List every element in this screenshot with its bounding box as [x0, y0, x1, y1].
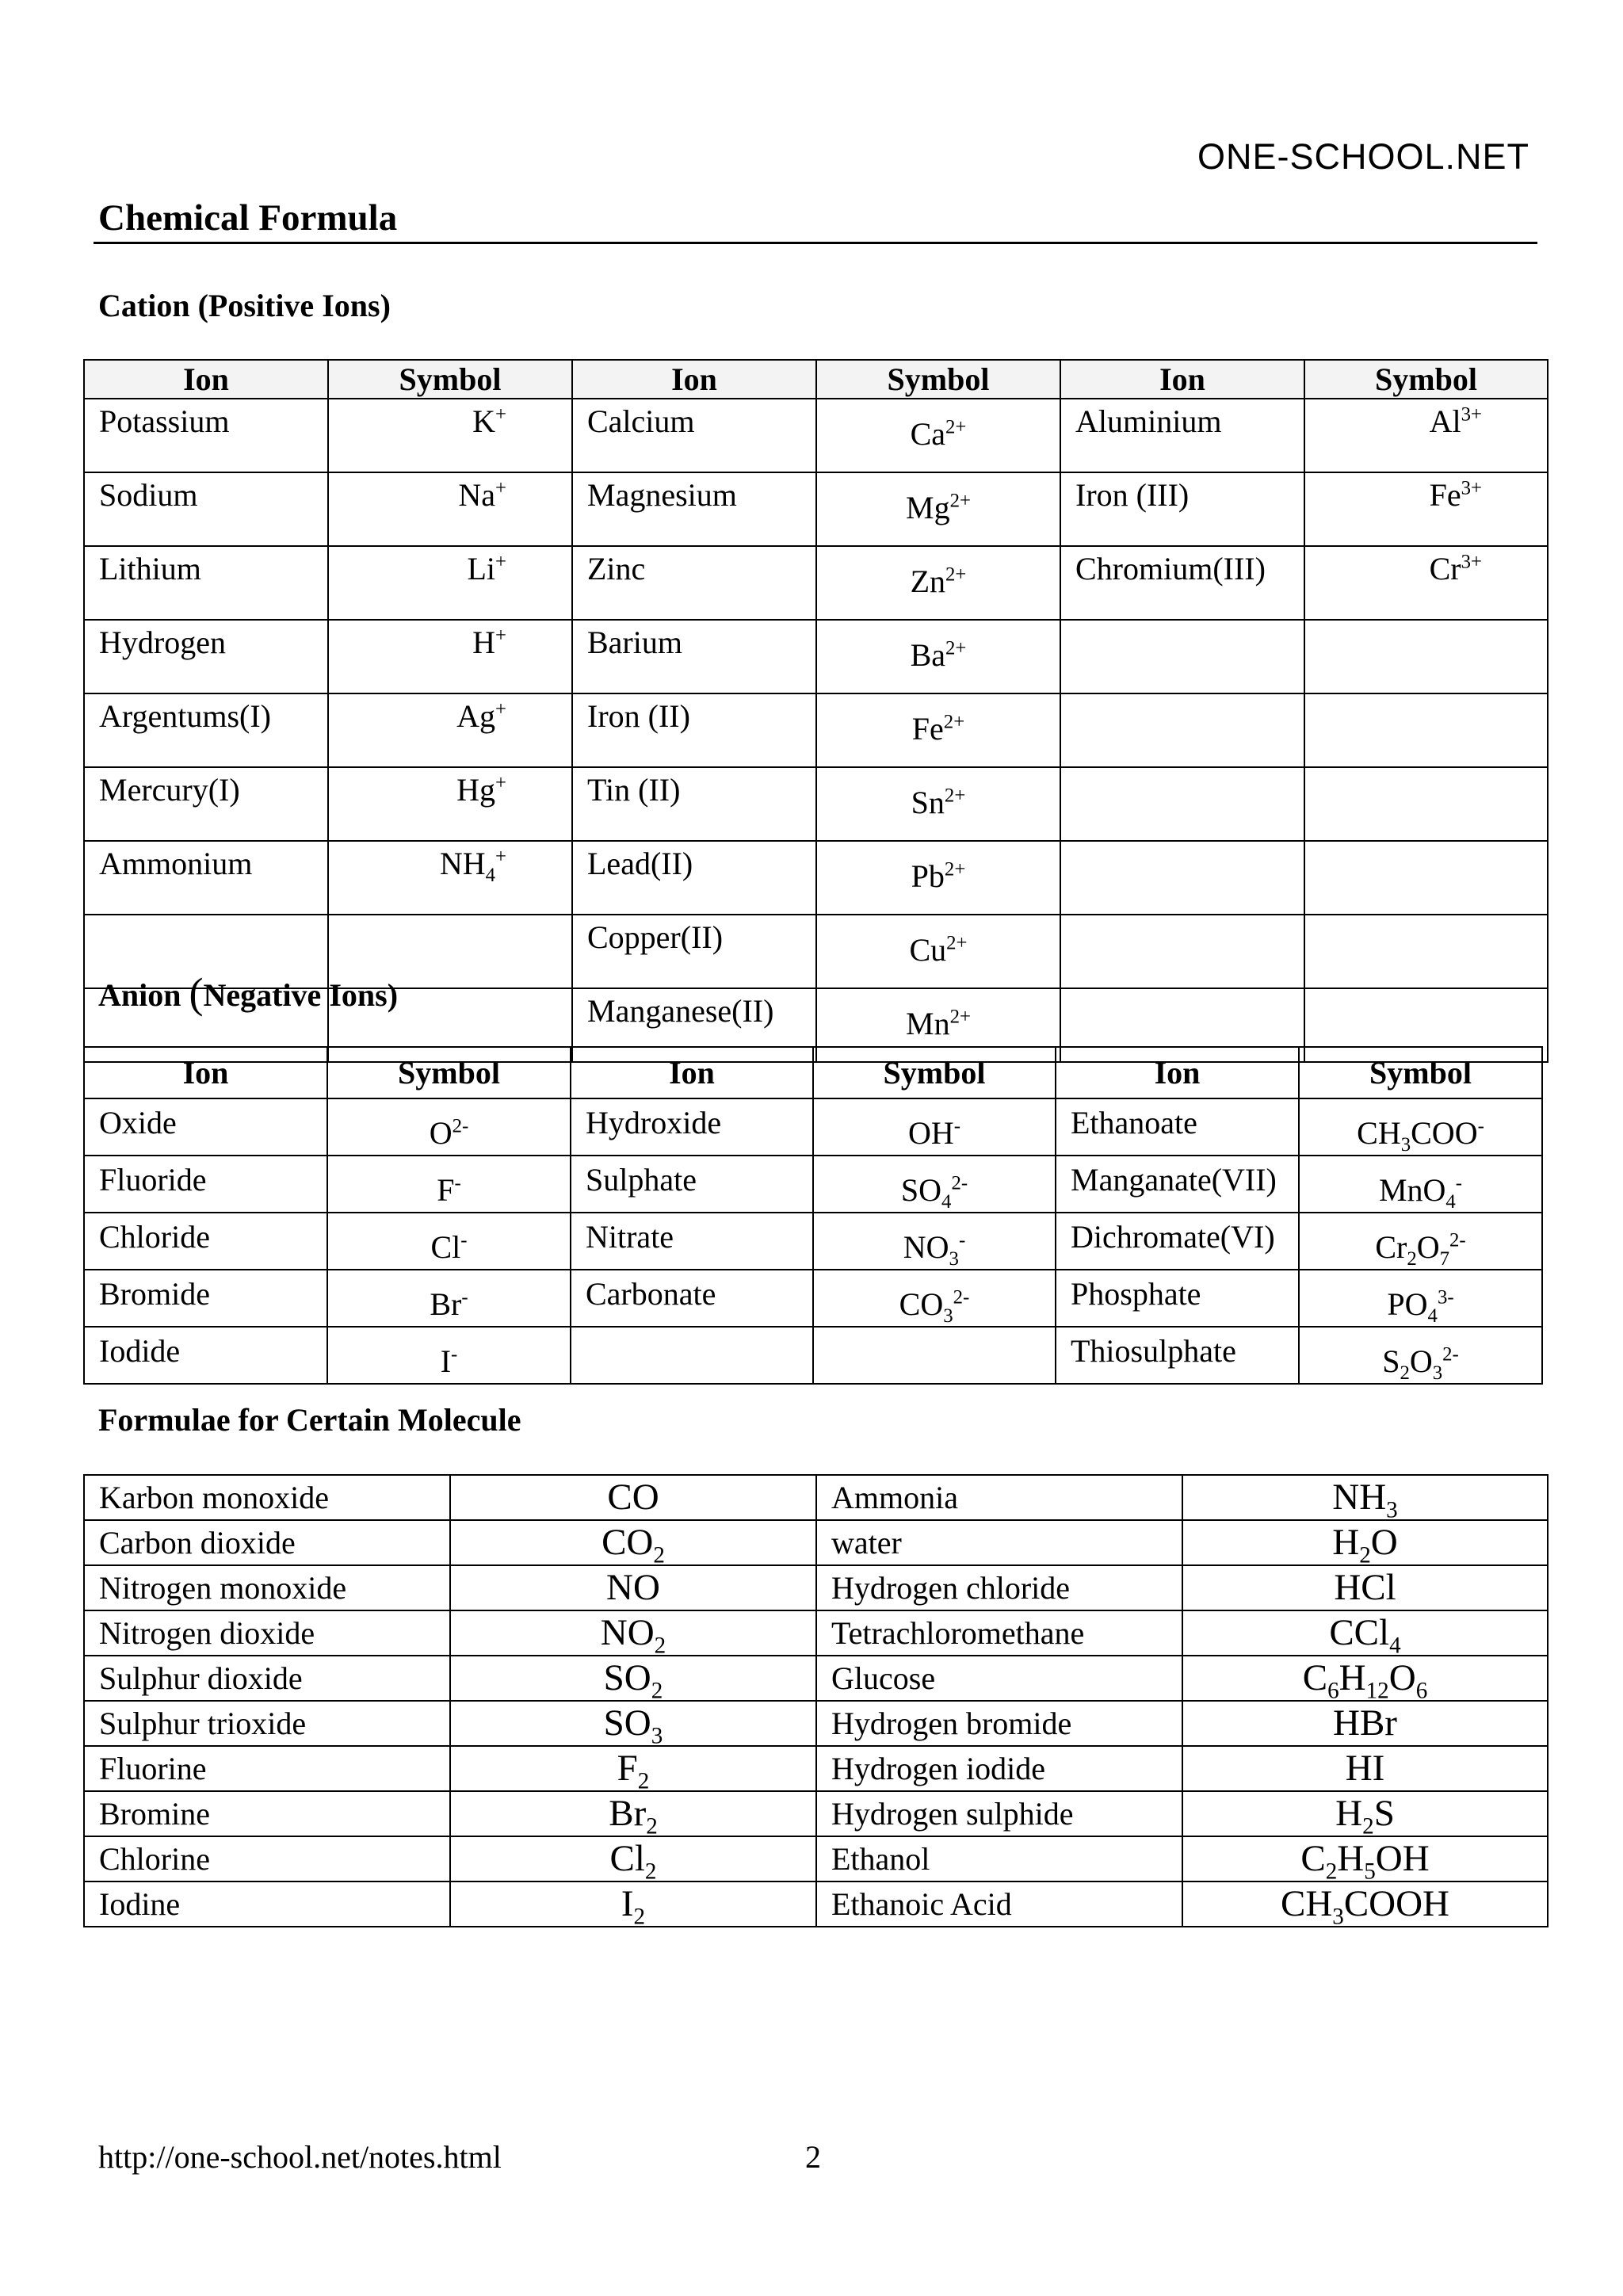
column-header: Ion	[84, 1047, 327, 1098]
table-row	[84, 1475, 1548, 1520]
ion-name: Chloride	[84, 1213, 327, 1270]
table-row	[84, 1213, 1542, 1270]
ion-name: Lead(II)	[572, 841, 816, 915]
ion-name: Oxide	[84, 1098, 327, 1156]
molecule-name: Hydrogen bromide	[816, 1701, 1182, 1746]
molecule-formula: CCl$_4$	[1182, 1610, 1548, 1656]
molecule-formula: $CO_2$	[450, 1520, 816, 1565]
molecule-formula: $H_2S$	[1182, 1791, 1548, 1836]
ion-symbol	[1304, 915, 1548, 988]
ion-symbol: $Mg^{2+}$	[816, 472, 1060, 546]
ion-name: Hydroxide	[571, 1098, 813, 1156]
ion-symbol: H+	[328, 620, 572, 693]
ion-symbol: I-	[327, 1327, 571, 1384]
ion-symbol	[1304, 767, 1548, 841]
table-row	[84, 1270, 1542, 1327]
molecule-name: Bromine	[84, 1791, 450, 1836]
ion-symbol: Li+	[328, 546, 572, 620]
column-header: Ion	[1056, 1047, 1299, 1098]
table-row	[84, 693, 1548, 767]
ion-symbol: $PO_4^{3-}$	[1299, 1270, 1542, 1327]
ion-symbol: $NH_4^+$	[328, 841, 572, 915]
molecule-formula: $SO_2$	[450, 1656, 816, 1701]
table-row	[84, 1520, 1548, 1565]
ion-name: Fluoride	[84, 1156, 327, 1213]
ion-symbol: $CO_3^{2-}$	[813, 1270, 1056, 1327]
ion-symbol: $SO_4^{2-}$	[813, 1156, 1056, 1213]
ion-symbol: $Ba^{2+}$	[816, 620, 1060, 693]
molecule-name: water	[816, 1520, 1182, 1565]
table-row	[84, 1701, 1548, 1746]
ion-name: Aluminium	[1060, 399, 1304, 472]
column-header: Symbol	[328, 360, 572, 399]
ion-symbol: Br-	[327, 1270, 571, 1327]
table-row	[84, 767, 1548, 841]
ion-symbol: $Cu^{2+}$	[816, 915, 1060, 988]
molecule-name: Hydrogen sulphide	[816, 1791, 1182, 1836]
molecule-name: Chlorine	[84, 1836, 450, 1881]
table-row	[84, 1791, 1548, 1836]
molecule-formula: $F_2$	[450, 1746, 816, 1791]
ion-name: Manganate(VII)	[1056, 1156, 1299, 1213]
ion-name: Iron (II)	[572, 693, 816, 767]
molecule-name: Glucose	[816, 1656, 1182, 1701]
anion-heading-rest: Negative Ions)	[203, 977, 399, 1013]
ion-symbol: Ag+	[328, 693, 572, 767]
ion-name: Argentums(I)	[84, 693, 328, 767]
anion-heading-prefix: Anion	[98, 977, 189, 1013]
ion-name: Chromium(III)	[1060, 546, 1304, 620]
ion-name: Mercury(I)	[84, 767, 328, 841]
table-row	[84, 472, 1548, 546]
ion-symbol: $NO_3^-$	[813, 1213, 1056, 1270]
ion-symbol: Hg+	[328, 767, 572, 841]
molecule-formula: CO	[450, 1475, 816, 1520]
table-row	[84, 620, 1548, 693]
ion-symbol: OH-	[813, 1098, 1056, 1156]
ion-name	[571, 1327, 813, 1384]
ion-symbol	[1304, 620, 1548, 693]
molecule-formula: $H_2O$	[1182, 1520, 1548, 1565]
anion-heading	[98, 968, 398, 1018]
ion-name: Copper(II)	[572, 915, 816, 988]
ion-name: Thiosulphate	[1056, 1327, 1299, 1384]
anion-table	[83, 1046, 1543, 1385]
ion-symbol	[813, 1327, 1056, 1384]
table-row	[84, 1327, 1542, 1384]
anion-heading-paren: (	[189, 969, 204, 1017]
column-header: Symbol	[813, 1047, 1056, 1098]
column-header: Ion	[84, 360, 328, 399]
ion-name: Hydrogen	[84, 620, 328, 693]
table-row	[84, 546, 1548, 620]
cation-heading: Cation (Positive Ions)	[98, 288, 391, 323]
table-row	[84, 1881, 1548, 1927]
column-header: Ion	[572, 360, 816, 399]
page-title: Chemical Formula	[98, 197, 398, 239]
ion-symbol: Cl-	[327, 1213, 571, 1270]
ion-name	[1060, 915, 1304, 988]
molecule-name: Hydrogen iodide	[816, 1746, 1182, 1791]
column-header: Symbol	[816, 360, 1060, 399]
molecule-formula: $Cl_2$	[450, 1836, 816, 1881]
site-name: ONE-SCHOOL.NET	[1197, 136, 1529, 177]
ion-name: Potassium	[84, 399, 328, 472]
ion-symbol	[1304, 841, 1548, 915]
table-row	[84, 399, 1548, 472]
molecule-formula: NO	[450, 1565, 816, 1610]
ion-name: Sodium	[84, 472, 328, 546]
molecule-name: Nitrogen dioxide	[84, 1610, 450, 1656]
molecule-name: Tetrachloromethane	[816, 1610, 1182, 1656]
molecule-name: Sulphur trioxide	[84, 1701, 450, 1746]
ion-name	[1060, 767, 1304, 841]
table-row	[84, 1098, 1542, 1156]
column-header: Symbol	[1299, 1047, 1542, 1098]
ion-name: Iron (III)	[1060, 472, 1304, 546]
ion-symbol: $Zn^{2+}$	[816, 546, 1060, 620]
molecule-name: Iodine	[84, 1881, 450, 1927]
ion-symbol: MnO$_4$-	[1299, 1156, 1542, 1213]
ion-symbol: $Fe^{3+}$	[1304, 472, 1548, 546]
molecule-name: Carbon dioxide	[84, 1520, 450, 1565]
molecule-formula: HI	[1182, 1746, 1548, 1791]
molecule-name: Karbon monoxide	[84, 1475, 450, 1520]
ion-name: Calcium	[572, 399, 816, 472]
ion-name	[1060, 620, 1304, 693]
molecule-name: Sulphur dioxide	[84, 1656, 450, 1701]
table-row	[84, 1656, 1548, 1701]
molecule-formula: $NH_3$	[1182, 1475, 1548, 1520]
table-row	[84, 1746, 1548, 1791]
ion-symbol: $Pb^{2+}$	[816, 841, 1060, 915]
ion-name	[1060, 841, 1304, 915]
ion-name: Dichromate(VI)	[1056, 1213, 1299, 1270]
molecule-formula: $Br_2$	[450, 1791, 816, 1836]
column-header: Ion	[1060, 360, 1304, 399]
molecule-name: Hydrogen chloride	[816, 1565, 1182, 1610]
molecule-name: Ethanoic Acid	[816, 1881, 1182, 1927]
page-number: 2	[805, 2139, 821, 2175]
ion-symbol: $Al^{3+}$	[1304, 399, 1548, 472]
molecules-heading: Formulae for Certain Molecule	[98, 1402, 521, 1438]
ion-symbol: $Fe^{2+}$	[816, 693, 1060, 767]
ion-name: Zinc	[572, 546, 816, 620]
table-row	[84, 841, 1548, 915]
ion-name	[1060, 693, 1304, 767]
ion-symbol: $Mn^{2+}$	[816, 988, 1060, 1062]
ion-symbol: F-	[327, 1156, 571, 1213]
ion-symbol: $Ca^{2+}$	[816, 399, 1060, 472]
ion-name: Manganese(II)	[572, 988, 816, 1062]
table-row	[84, 1156, 1542, 1213]
molecules-table	[83, 1474, 1549, 1930]
molecule-formula: $CH_3COOH$	[1182, 1881, 1548, 1927]
table-row	[84, 1565, 1548, 1610]
molecule-name: Ammonia	[816, 1475, 1182, 1520]
molecule-name: Ethanol	[816, 1836, 1182, 1881]
molecule-name: Fluorine	[84, 1746, 450, 1791]
molecule-formula: $C_6H_{12}O_6$	[1182, 1656, 1548, 1701]
ion-name: Tin (II)	[572, 767, 816, 841]
column-header: Symbol	[1304, 360, 1548, 399]
ion-name: Sulphate	[571, 1156, 813, 1213]
table-row	[84, 1610, 1548, 1656]
ion-name: Magnesium	[572, 472, 816, 546]
molecule-formula: $I_2$	[450, 1881, 816, 1927]
ion-symbol: $S_2O_3^{2-}$	[1299, 1327, 1542, 1384]
cation-table	[83, 359, 1549, 1063]
ion-name: Bromide	[84, 1270, 327, 1327]
molecule-formula: $C_2H_5OH$	[1182, 1836, 1548, 1881]
ion-symbol: $Sn^{2+}$	[816, 767, 1060, 841]
ion-symbol: $O^{2-}$	[327, 1098, 571, 1156]
molecule-formula: $SO_3$	[450, 1701, 816, 1746]
ion-name: Lithium	[84, 546, 328, 620]
column-header: Symbol	[327, 1047, 571, 1098]
molecule-formula: $NO_2$	[450, 1610, 816, 1656]
title-rule	[94, 242, 1537, 244]
molecule-formula: HCl	[1182, 1565, 1548, 1610]
ion-name: Ammonium	[84, 841, 328, 915]
ion-symbol: $Cr_2O_7^{2-}$	[1299, 1213, 1542, 1270]
molecule-name: Nitrogen monoxide	[84, 1565, 450, 1610]
ion-symbol: K+	[328, 399, 572, 472]
ion-name: Carbonate	[571, 1270, 813, 1327]
ion-name: Nitrate	[571, 1213, 813, 1270]
molecule-formula: HBr	[1182, 1701, 1548, 1746]
ion-name: Iodide	[84, 1327, 327, 1384]
column-header: Ion	[571, 1047, 813, 1098]
ion-symbol	[1304, 693, 1548, 767]
footer-url: http://one-school.net/notes.html	[98, 2139, 502, 2175]
ion-name: Barium	[572, 620, 816, 693]
ion-symbol: Na+	[328, 472, 572, 546]
ion-name: Ethanoate	[1056, 1098, 1299, 1156]
table-row	[84, 1836, 1548, 1881]
ion-name: Phosphate	[1056, 1270, 1299, 1327]
ion-symbol: $Cr^{3+}$	[1304, 546, 1548, 620]
ion-symbol: $CH_3COO^-$	[1299, 1098, 1542, 1156]
